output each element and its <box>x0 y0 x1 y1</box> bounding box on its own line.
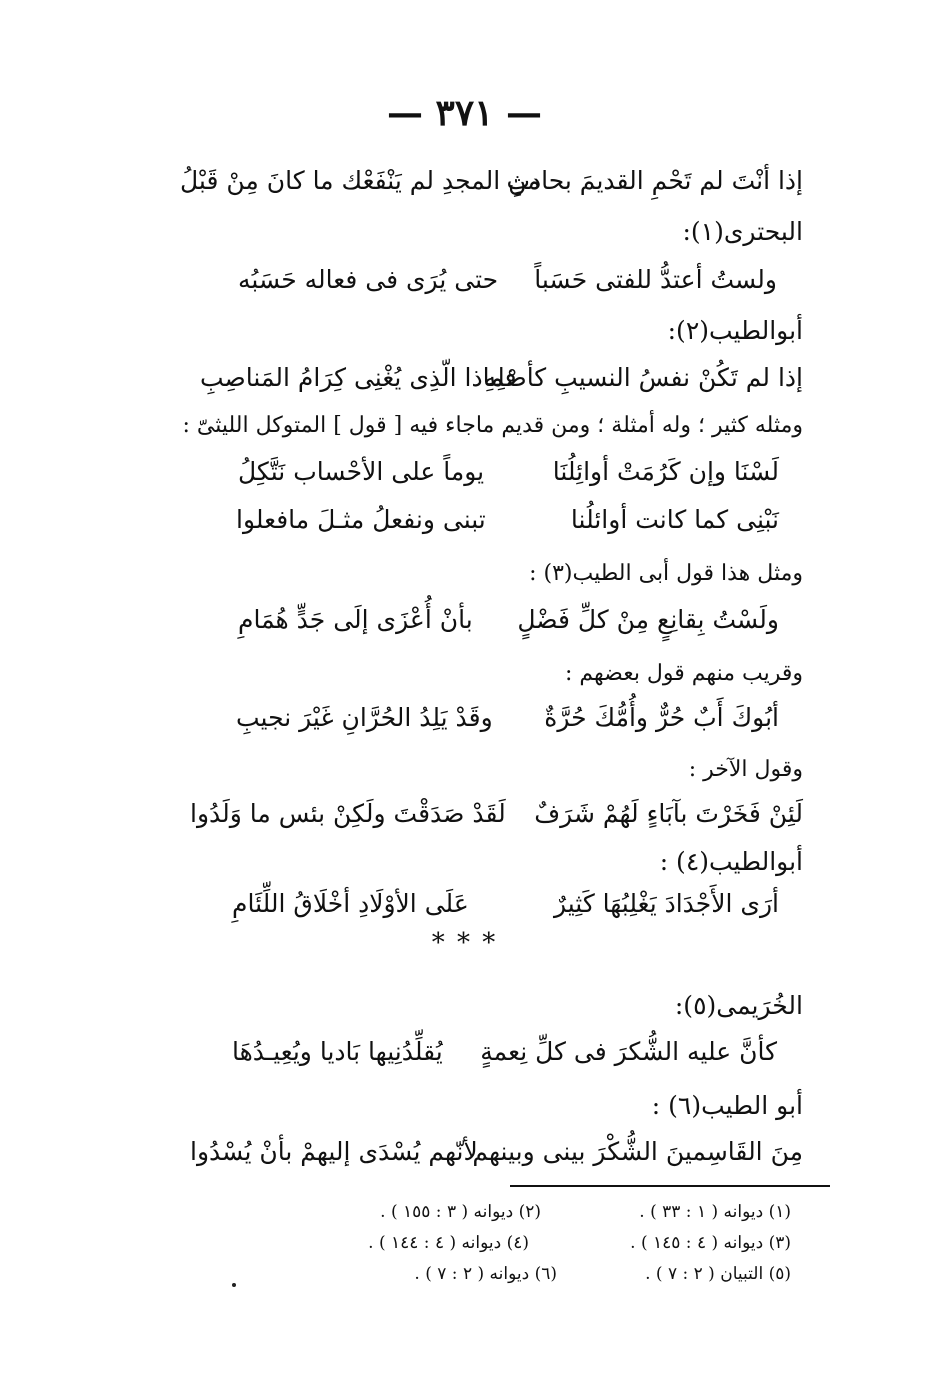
verse-line <box>238 262 777 298</box>
footnote-3: (٣) ديوانه ( ٤ : ١٤٥ ) . <box>630 1233 791 1253</box>
verse-first-hemistich: كأنَّ عليه الشُّكرَ فى كلِّ نِعمةٍ <box>480 1037 777 1066</box>
verse-first-hemistich: أرَى الأَجْدَادَ يَغْلِبُهَا كَثِيرٌ <box>553 889 779 918</box>
prose-line: وقريب منهم قول بعضهم : <box>564 661 803 686</box>
prose-line: ومثل هذا قول أبى الطيب(٣) : <box>529 561 803 586</box>
verse-second-hemistich: حتى يُرَى فى فعاله حَسَبُه <box>238 265 499 294</box>
verse-first-hemistich: لَئِنْ فَخَرْتَ بآبَاءٍ لَهُمْ شَرَفٌ <box>534 799 803 828</box>
verse-second-hemistich: لأنّهم يُسْدَى إليهمْ بأنْ يُسْدُوا <box>190 1137 478 1166</box>
poet-heading: البحترى(١): <box>682 217 803 246</box>
footnote-5: (٥) التبيان ( ٢ : ٧ ) . <box>645 1264 791 1284</box>
footnote-1: (١) ديوانه ( ١ : ٣٣ ) . <box>639 1202 791 1222</box>
verse-second-hemistich: وقَدْ يَلِدُ الحُرَّانِ غَيْرَ نجيبِ <box>236 703 493 732</box>
verse-first-hemistich: مِنَ القَاسِمينَ الشُّكْرَ بينى وبينهم <box>472 1137 803 1166</box>
verse-second-hemistich: لَقَدْ صَدَقْتَ ولَكِنْ بئس ما وَلَدُوا <box>190 799 506 828</box>
page-number: — ٣٧١ — <box>386 92 543 134</box>
verse-first-hemistich: نَبْنِى كما كانت أوائلُنا <box>570 505 779 534</box>
verse-second-hemistich: عَلَى الأوْلَادِ أخْلَاقُ اللِّئَامِ <box>232 889 469 918</box>
footnote-6: (٦) ديوانه ( ٢ : ٧ ) . <box>414 1264 557 1284</box>
verse-line <box>190 1134 803 1170</box>
verse-first-hemistich: إذا لم تَكُنْ نفسُ النسيبِ كأصْلِهِ <box>483 363 803 392</box>
verse-first-hemistich: أبُوكَ أَبٌ حُرٌّ وأُمُّكَ حُرَّةٌ <box>544 703 779 732</box>
verse-line <box>238 602 779 638</box>
verse-line <box>200 360 803 396</box>
poet-heading: أبو الطيب(٦) : <box>651 1091 803 1120</box>
poet-heading: أبوالطيب(٤) : <box>659 847 803 876</box>
prose-line: ومثله كثير ؛ وله أمثلة ؛ ومن قديم ماجاء فيه [ قول ] المتوكل الليثىّ : <box>182 413 803 438</box>
poet-heading: الخُرَيمى(٥): <box>674 991 803 1020</box>
verse-line <box>232 1034 777 1070</box>
verse-second-hemistich: فماذا الّذِى يُغْنِى كِرَامُ المَناصِبِ <box>200 363 517 392</box>
ink-speck <box>232 1283 236 1287</box>
verse-second-hemistich: بأنْ أُعْزَى إلَى جَدٍّ هُمَامِ <box>238 605 473 634</box>
verse-first-hemistich: لَسْنَا وإن كَرُمَتْ أوائِلُنَا <box>552 457 779 486</box>
verse-first-hemistich: ولَسْتُ بِقانِعٍ مِنْ كلِّ فَضْلٍ <box>517 605 779 634</box>
verse-line <box>236 700 779 736</box>
verse-second-hemistich: يوماً على الأحْساب نَتَّكِلُ <box>238 457 485 486</box>
prose-line: وقول الآخر : <box>688 757 803 782</box>
footnote-2: (٢) ديوانه ( ٣ : ١٥٥ ) . <box>380 1202 541 1222</box>
verse-second-hemistich: يُقلِّدُنِيها بَاديا ويُعِيـدُهَا <box>232 1037 443 1066</box>
section-separator: * * * <box>431 928 498 958</box>
verse-second-hemistich: تبنى ونفعلُ مثـلَ مافعلوا <box>236 505 486 534</box>
verse-first-hemistich: إذا أنْتَ لم تَحْمِ القديمَ بحادثٍ <box>506 166 803 195</box>
verse-first-hemistich: ولستُ أعتدُّ للفتى حَسَباً <box>534 265 777 294</box>
verse-line <box>232 886 779 922</box>
verse-line <box>238 454 779 490</box>
verse-line <box>190 796 803 832</box>
verse-line <box>180 163 803 199</box>
verse-line <box>236 502 779 538</box>
verse-second-hemistich: من المجدِ لم يَنْفَعْك ما كانَ مِنْ قَبْلُ <box>180 166 541 195</box>
footnote-4: (٤) ديوانه ( ٤ : ١٤٤ ) . <box>368 1233 529 1253</box>
footnote-rule <box>510 1185 830 1187</box>
poet-heading: أبوالطيب(٢): <box>667 316 803 345</box>
